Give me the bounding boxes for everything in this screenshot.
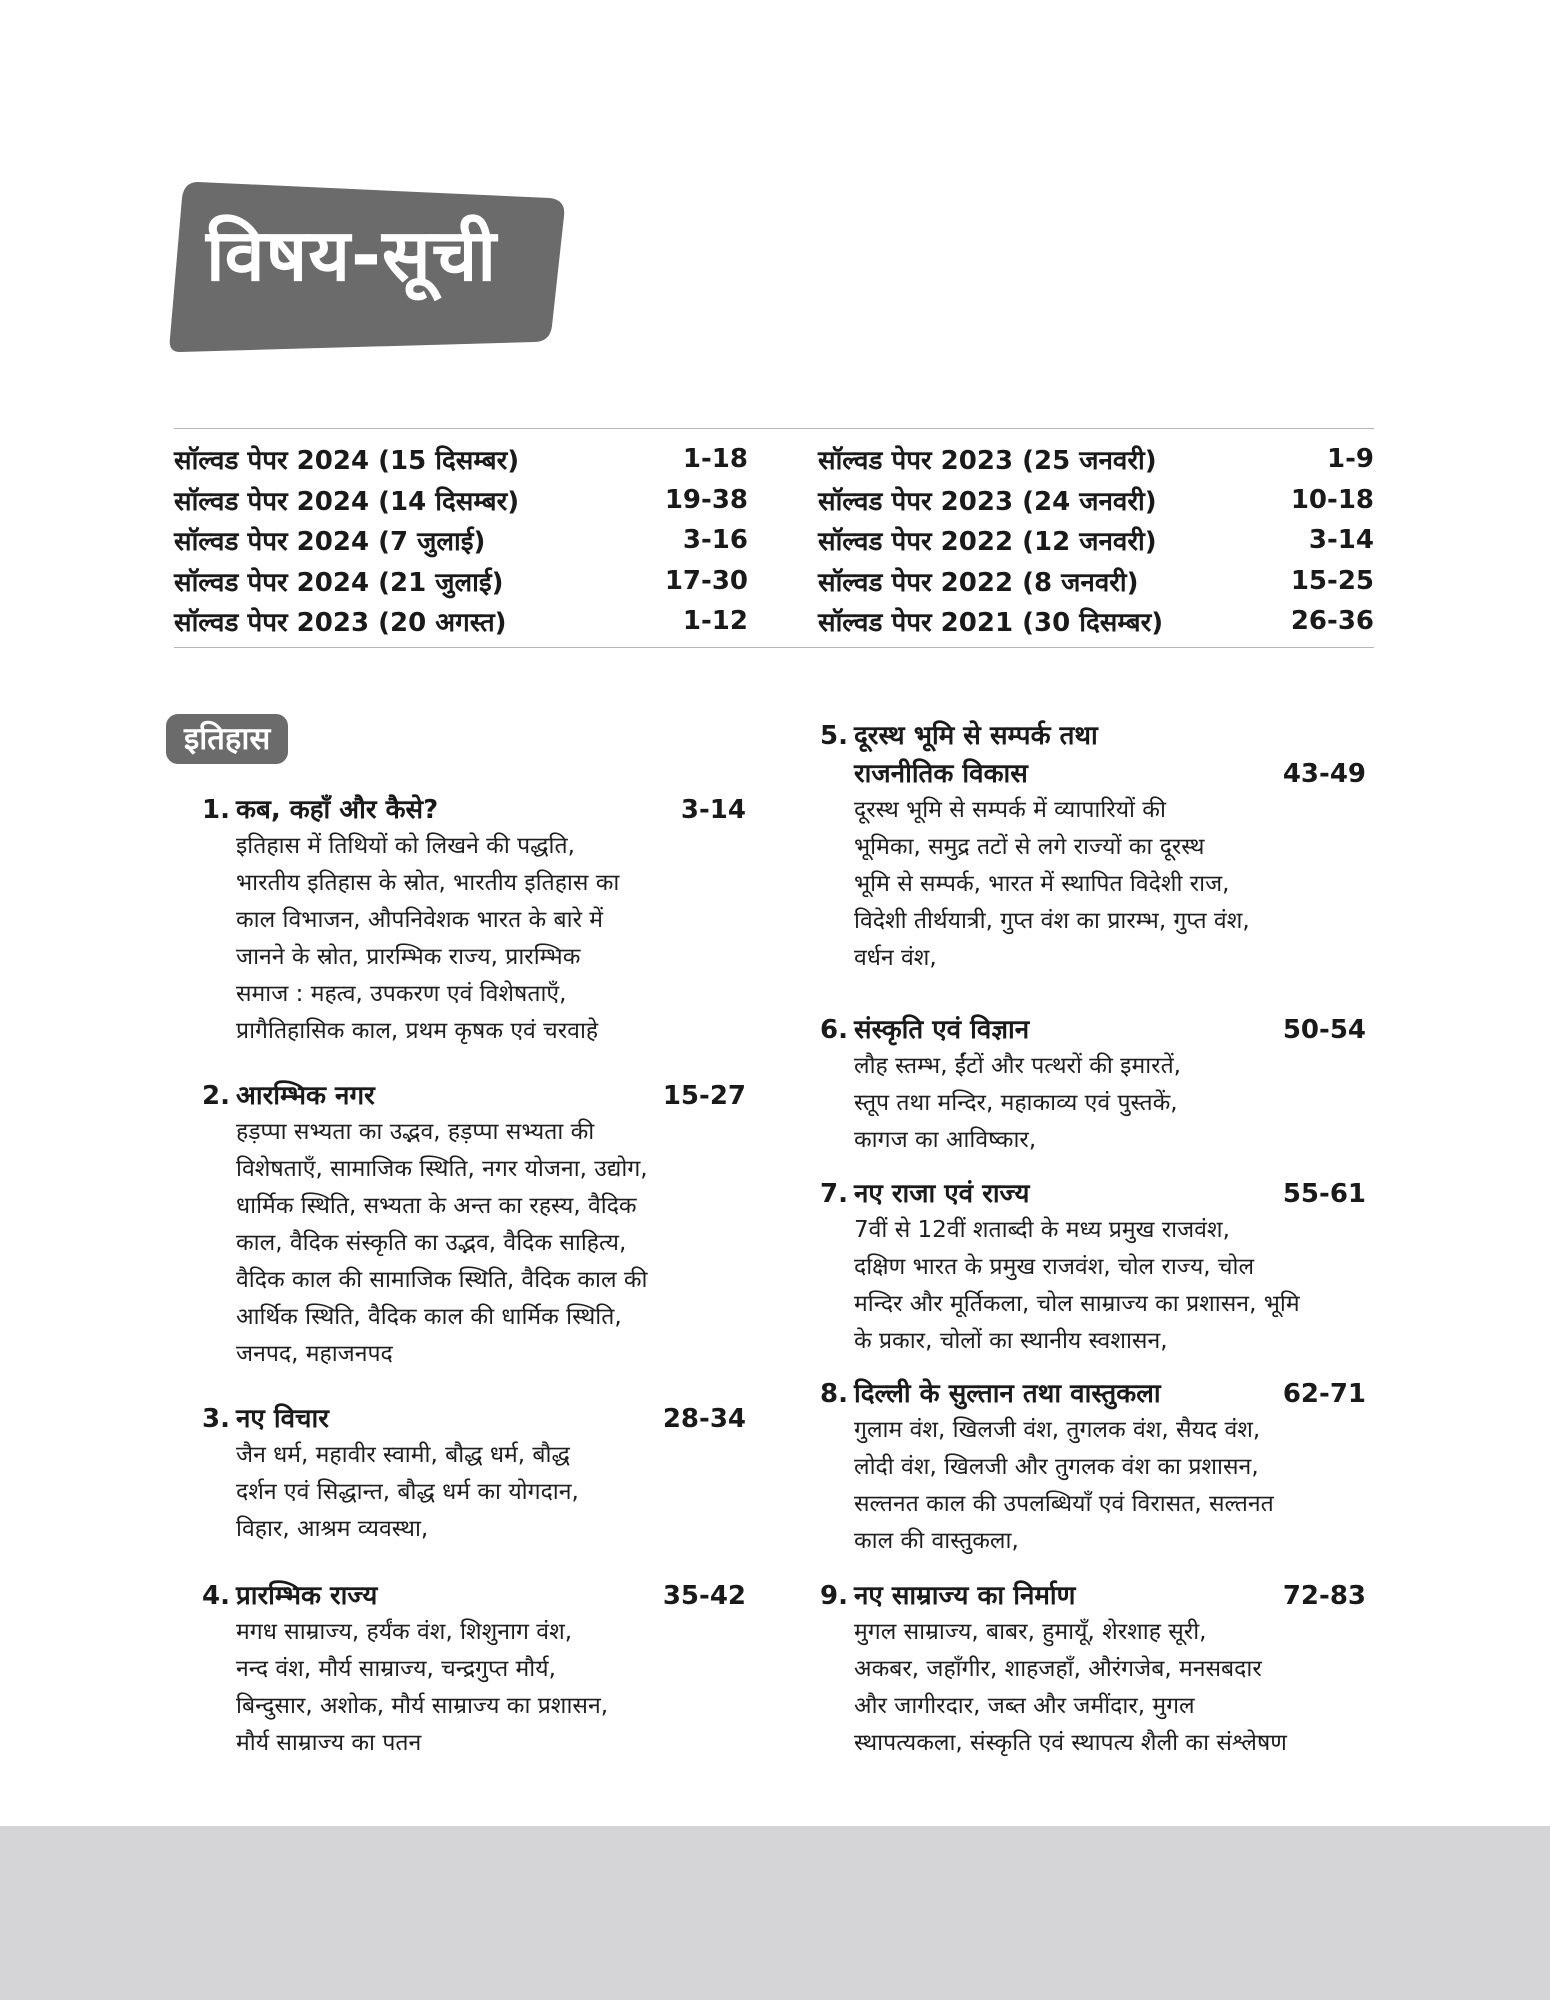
- chapter-topics: दूरस्थ भूमि से सम्पर्क में व्यापारियों की भूमिका, समुद्र तटों से लगे राज्यों का दूरस्थ भूमि से सम्पर्क, भारत में स्थापित विदेशी राज, विदेशी तीर्थयात्री, गुप्त वंश का प्रारम्भ, गुप्त वंश, वर्धन वंश,: [854, 797, 1250, 971]
- paper-label: सॉल्वड पेपर 2022 (12 जनवरी): [818, 527, 1157, 558]
- chapter-title: 1. कब, कहाँ और कैसे?: [202, 795, 439, 825]
- chapter-9[interactable]: [820, 1576, 1366, 1762]
- paper-label: सॉल्वड पेपर 2024 (15 दिसम्बर): [174, 446, 520, 477]
- chapter-number: 7.: [820, 1179, 848, 1209]
- chapter-title: 3. नए विचार: [202, 1404, 329, 1434]
- paper-label: सॉल्वड पेपर 2023 (25 जनवरी): [818, 446, 1157, 477]
- footer-band: [0, 1826, 1550, 2000]
- chapter-6[interactable]: [820, 1010, 1366, 1159]
- paper-pages: 1-9: [1327, 444, 1374, 475]
- chapter-2[interactable]: [202, 1076, 746, 1373]
- chapter-pages: 72-83: [1282, 1581, 1366, 1611]
- chapter-pages: 55-61: [1282, 1179, 1366, 1209]
- paper-label: सॉल्वड पेपर 2024 (21 जुलाई): [174, 567, 504, 598]
- paper-label: सॉल्वड पेपर 2022 (8 जनवरी): [818, 567, 1139, 598]
- chapter-number: 8.: [820, 1379, 848, 1409]
- solved-papers-right-column: [818, 439, 1374, 642]
- chapter-topics: इतिहास में तिथियों को लिखने की पद्धति, भारतीय इतिहास के स्रोत, भारतीय इतिहास का काल विभाजन, औपनिवेशक भारत के बारे में जानने के स्रोत, प्रारम्भिक राज्य, प्रारम्भिक समाज : महत्व, उपकरण एवं विशेषताएँ, प्रागैतिहासिक काल, प्रथम कृषक एवं चरवाहे: [236, 833, 620, 1044]
- paper-row[interactable]: [818, 601, 1374, 642]
- paper-label: सॉल्वड पेपर 2024 (14 दिसम्बर): [174, 486, 520, 517]
- paper-pages: 26-36: [1290, 606, 1374, 637]
- chapter-pages: 28-34: [662, 1404, 746, 1434]
- paper-row[interactable]: [818, 439, 1374, 480]
- paper-label: सॉल्वड पेपर 2023 (20 अगस्त): [174, 608, 507, 639]
- paper-pages: 1-12: [682, 606, 748, 637]
- chapter-title: 7. नए राजा एवं राज्य: [820, 1179, 1030, 1209]
- paper-pages: 15-25: [1290, 565, 1374, 596]
- page-title: विषय-सूची: [206, 213, 497, 297]
- paper-pages: 19-38: [664, 484, 748, 515]
- chapter-pages: 15-27: [662, 1081, 746, 1111]
- chapter-topics: लौह स्तम्भ, ईंटों और पत्थरों की इमारतें, स्तूप तथा मन्दिर, महाकाव्य एवं पुस्तकें, कागज का आविष्कार,: [854, 1053, 1181, 1153]
- chapter-number: 4.: [202, 1581, 230, 1611]
- chapter-pages: 35-42: [662, 1581, 746, 1611]
- solved-papers-left-column: [174, 439, 748, 642]
- paper-pages: 3-14: [1308, 525, 1374, 556]
- chapter-7[interactable]: [820, 1174, 1366, 1360]
- chapter-3[interactable]: [202, 1399, 746, 1548]
- chapter-number: 5.: [820, 721, 848, 751]
- chapter-pages: 43-49: [1282, 759, 1366, 789]
- paper-row[interactable]: [174, 561, 748, 602]
- chapter-title: 4. प्रारम्भिक राज्य: [202, 1581, 378, 1611]
- section-heading-history: इतिहास: [166, 714, 288, 764]
- chapter-number: 6.: [820, 1015, 848, 1045]
- chapter-title: 9. नए साम्राज्य का निर्माण: [820, 1581, 1076, 1611]
- chapter-title: 2. आरम्भिक नगर: [202, 1081, 375, 1111]
- chapter-topics: मुगल साम्राज्य, बाबर, हुमायूँ, शेरशाह सूरी, अकबर, जहाँगीर, शाहजहाँ, औरंगजेब, मनसबदार और जागीरदार, जब्त और जमींदार, मुगल स्थापत्यकला, संस्कृति एवं स्थापत्य शैली का संश्लेषण: [854, 1619, 1287, 1756]
- chapter-number: 9.: [820, 1581, 848, 1611]
- chapter-title: 8. दिल्ली के सुल्तान तथा वास्तुकला: [820, 1379, 1161, 1409]
- chapter-pages: 50-54: [1282, 1015, 1366, 1045]
- paper-row[interactable]: [818, 561, 1374, 602]
- paper-row[interactable]: [174, 601, 748, 642]
- chapter-topics: गुलाम वंश, खिलजी वंश, तुगलक वंश, सैयद वंश, लोदी वंश, खिलजी और तुगलक वंश का प्रशासन, सल्तनत काल की उपलब्धियाँ एवं विरासत, सल्तनत काल की वास्तुकला,: [854, 1417, 1274, 1554]
- solved-papers-list: [174, 428, 1374, 648]
- chapter-5[interactable]: [820, 716, 1366, 977]
- paper-pages: 17-30: [664, 565, 748, 596]
- chapter-8[interactable]: [820, 1374, 1366, 1560]
- chapter-1[interactable]: [202, 790, 746, 1050]
- paper-row[interactable]: [174, 520, 748, 561]
- chapter-number: 2.: [202, 1081, 230, 1111]
- chapter-topics: 7वीं से 12वीं शताब्दी के मध्य प्रमुख राजवंश, दक्षिण भारत के प्रमुख राजवंश, चोल राज्य, चोल मन्दिर और मूर्तिकला, चोल साम्राज्य का प्रशासन, भूमि के प्रकार, चोलों का स्थानीय स्वशासन,: [854, 1217, 1300, 1354]
- paper-pages: 1-18: [682, 444, 748, 475]
- paper-row[interactable]: [818, 480, 1374, 521]
- title-banner: [168, 176, 572, 354]
- chapter-topics: जैन धर्म, महावीर स्वामी, बौद्ध धर्म, बौद्ध दर्शन एवं सिद्धान्त, बौद्ध धर्म का योगदान, विहार, आश्रम व्यवस्था,: [236, 1442, 579, 1542]
- chapter-topics: मगध साम्राज्य, हर्यंक वंश, शिशुनाग वंश, नन्द वंश, मौर्य साम्राज्य, चन्द्रगुप्त मौर्य, बिन्दुसार, अशोक, मौर्य साम्राज्य का प्रशासन, मौर्य साम्राज्य का पतन: [236, 1619, 609, 1756]
- chapter-pages: 62-71: [1282, 1379, 1366, 1409]
- chapter-title: 5. दूरस्थ भूमि से सम्पर्क तथा: [820, 721, 1098, 751]
- paper-pages: 3-16: [682, 525, 748, 556]
- chapter-title-continued: राजनीतिक विकास: [854, 759, 1028, 789]
- chapter-title: 6. संस्कृति एवं विज्ञान: [820, 1015, 1030, 1045]
- paper-label: सॉल्वड पेपर 2024 (7 जुलाई): [174, 527, 486, 558]
- paper-row[interactable]: [174, 480, 748, 521]
- paper-label: सॉल्वड पेपर 2021 (30 दिसम्बर): [818, 608, 1164, 639]
- chapter-4[interactable]: [202, 1576, 746, 1762]
- chapter-number: 3.: [202, 1404, 230, 1434]
- paper-pages: 10-18: [1290, 484, 1374, 515]
- paper-label: सॉल्वड पेपर 2023 (24 जनवरी): [818, 486, 1157, 517]
- chapter-topics: हड़प्पा सभ्यता का उद्भव, हड़प्पा सभ्यता की विशेषताएँ, सामाजिक स्थिति, नगर योजना, उद्योग, धार्मिक स्थिति, सभ्यता के अन्त का रहस्य, वैदिक काल, वैदिक संस्कृति का उद्भव, वैदिक साहित्य, वैदिक काल की सामाजिक स्थिति, वैदिक काल की आर्थिक स्थिति, वैदिक काल की धार्मिक स्थिति, जनपद, महाजनपद: [236, 1119, 648, 1367]
- chapter-pages: 3-14: [680, 795, 746, 825]
- paper-row[interactable]: [174, 439, 748, 480]
- paper-row[interactable]: [818, 520, 1374, 561]
- chapter-number: 1.: [202, 795, 230, 825]
